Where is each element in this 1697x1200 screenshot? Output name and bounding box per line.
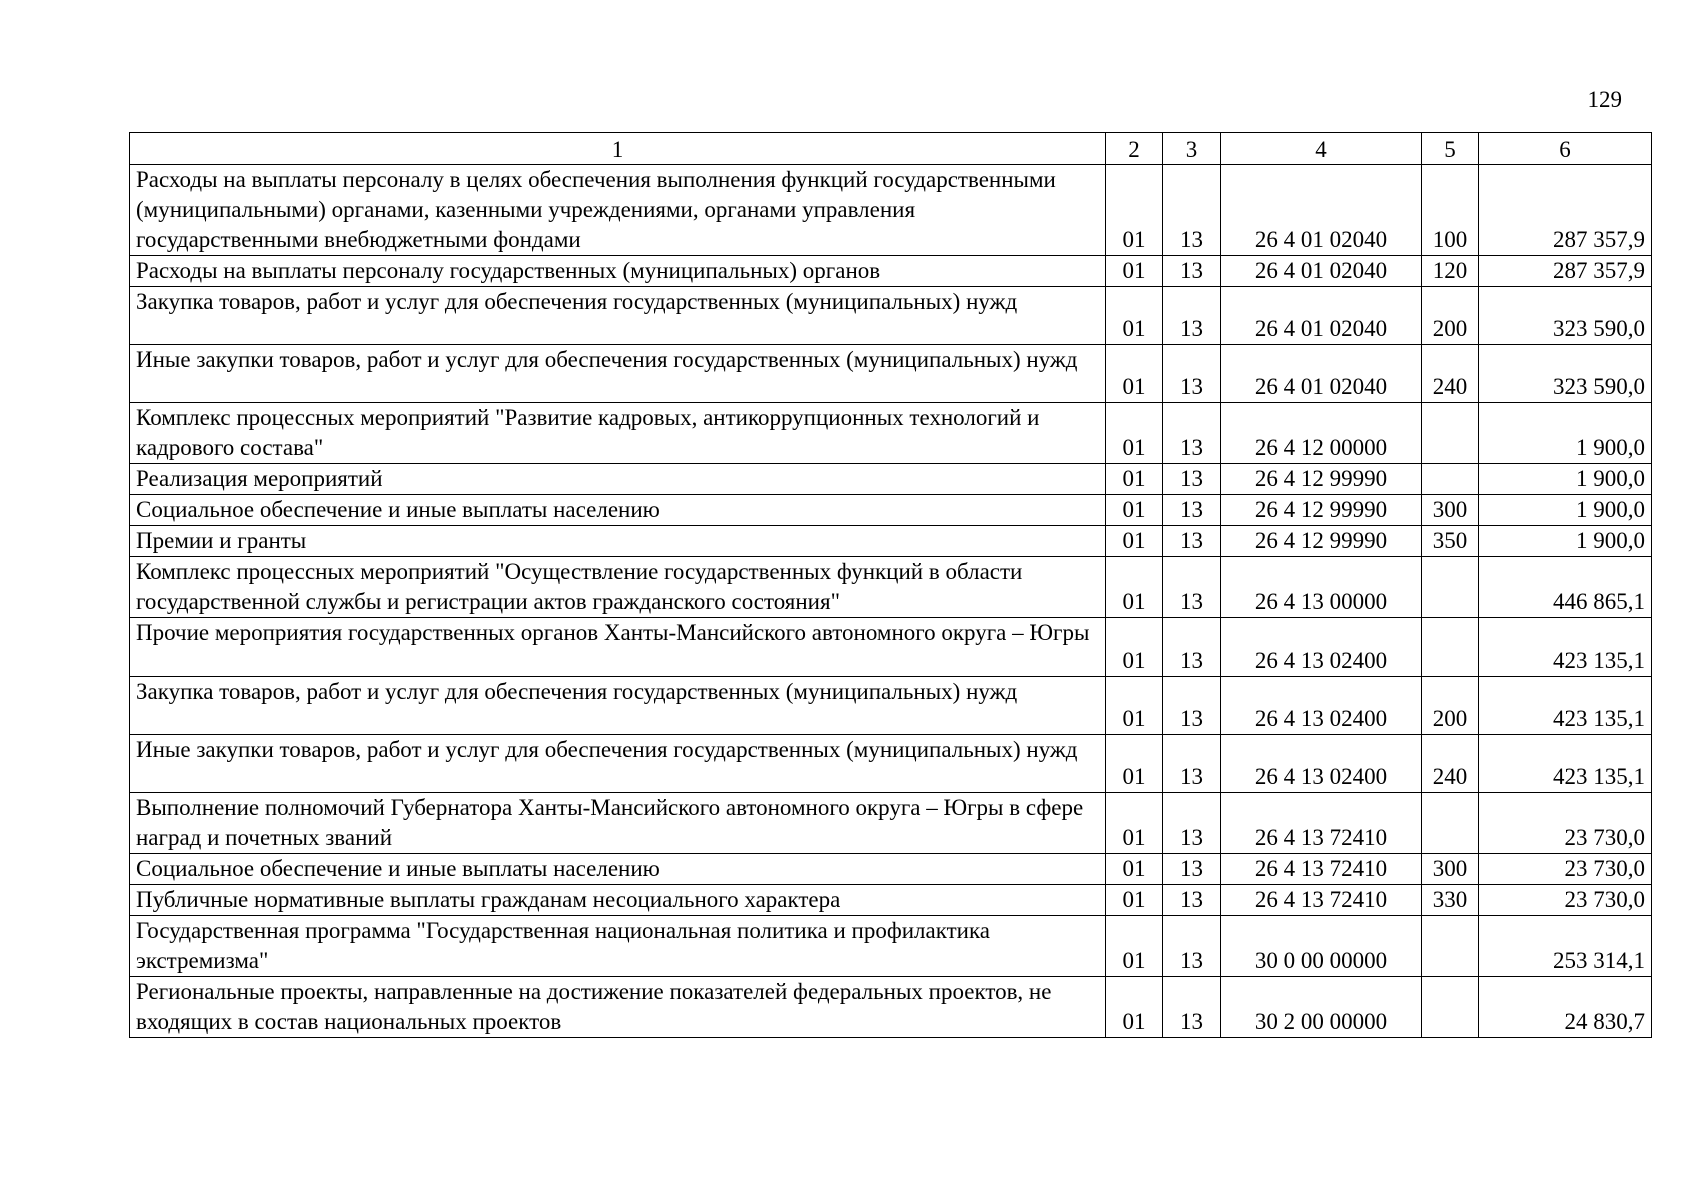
- table-row: [130, 915, 1652, 976]
- row-amount-cell: 23 730,0: [1479, 792, 1652, 853]
- row-expense-type-cell: 350: [1422, 526, 1479, 557]
- row-target-article-cell: 26 4 13 72410: [1221, 792, 1422, 853]
- row-amount-cell: 1 900,0: [1479, 403, 1652, 464]
- row-amount-cell: 1 900,0: [1479, 464, 1652, 495]
- row-expense-type-cell: [1422, 557, 1479, 618]
- row-section-cell: 01: [1106, 287, 1163, 345]
- row-name-cell: Комплекс процессных мероприятий "Развитие кадровых, антикоррупционных технологий и кадрового состава": [130, 403, 1106, 464]
- row-target-article-cell: 26 4 01 02040: [1221, 287, 1422, 345]
- row-name-cell: Комплекс процессных мероприятий "Осуществление государственных функций в области государственной службы и регистрации актов гражданского состояния": [130, 557, 1106, 618]
- row-target-article-cell: 30 2 00 00000: [1221, 976, 1422, 1037]
- table-row: [130, 165, 1652, 256]
- row-amount-cell: 1 900,0: [1479, 526, 1652, 557]
- row-subsection-cell: 13: [1163, 495, 1221, 526]
- row-subsection-cell: 13: [1163, 464, 1221, 495]
- row-expense-type-cell: [1422, 915, 1479, 976]
- row-amount-cell: 446 865,1: [1479, 557, 1652, 618]
- row-subsection-cell: 13: [1163, 403, 1221, 464]
- table-row: [130, 734, 1652, 792]
- row-amount-cell: 287 357,9: [1479, 165, 1652, 256]
- table-header: [130, 133, 1652, 165]
- row-subsection-cell: 13: [1163, 287, 1221, 345]
- row-name-cell: Расходы на выплаты персоналу государственных (муниципальных) органов: [130, 256, 1106, 287]
- row-amount-cell: 253 314,1: [1479, 915, 1652, 976]
- row-subsection-cell: 13: [1163, 853, 1221, 884]
- table-row: [130, 884, 1652, 915]
- row-subsection-cell: 13: [1163, 676, 1221, 734]
- row-section-cell: 01: [1106, 464, 1163, 495]
- row-name-cell: Иные закупки товаров, работ и услуг для обеспечения государственных (муниципальных) нужд: [130, 345, 1106, 403]
- row-amount-cell: 323 590,0: [1479, 287, 1652, 345]
- row-target-article-cell: 26 4 13 72410: [1221, 853, 1422, 884]
- row-name-cell: Прочие мероприятия государственных органов Ханты-Мансийского автономного округа – Югры: [130, 618, 1106, 676]
- row-name-cell: Иные закупки товаров, работ и услуг для обеспечения государственных (муниципальных) нужд: [130, 734, 1106, 792]
- row-subsection-cell: 13: [1163, 884, 1221, 915]
- table-row: [130, 976, 1652, 1037]
- row-name-cell: Закупка товаров, работ и услуг для обеспечения государственных (муниципальных) нужд: [130, 676, 1106, 734]
- row-section-cell: 01: [1106, 853, 1163, 884]
- row-section-cell: 01: [1106, 915, 1163, 976]
- row-section-cell: 01: [1106, 557, 1163, 618]
- row-expense-type-cell: [1422, 976, 1479, 1037]
- row-section-cell: 01: [1106, 403, 1163, 464]
- row-target-article-cell: 26 4 13 00000: [1221, 557, 1422, 618]
- row-target-article-cell: 26 4 01 02040: [1221, 165, 1422, 256]
- row-subsection-cell: 13: [1163, 345, 1221, 403]
- row-amount-cell: 1 900,0: [1479, 495, 1652, 526]
- row-expense-type-cell: 300: [1422, 495, 1479, 526]
- row-target-article-cell: 26 4 01 02040: [1221, 345, 1422, 403]
- row-target-article-cell: 26 4 13 72410: [1221, 884, 1422, 915]
- table-row: [130, 464, 1652, 495]
- table-row: [130, 403, 1652, 464]
- table-row: [130, 618, 1652, 676]
- row-amount-cell: 24 830,7: [1479, 976, 1652, 1037]
- row-subsection-cell: 13: [1163, 526, 1221, 557]
- header-cell-section: 2: [1106, 133, 1163, 165]
- row-target-article-cell: 30 0 00 00000: [1221, 915, 1422, 976]
- row-section-cell: 01: [1106, 792, 1163, 853]
- row-expense-type-cell: 300: [1422, 853, 1479, 884]
- row-name-cell: Премии и гранты: [130, 526, 1106, 557]
- header-cell-name: 1: [130, 133, 1106, 165]
- row-amount-cell: 23 730,0: [1479, 884, 1652, 915]
- row-expense-type-cell: [1422, 618, 1479, 676]
- row-target-article-cell: 26 4 13 02400: [1221, 734, 1422, 792]
- row-name-cell: Государственная программа "Государственная национальная политика и профилактика экстремизма": [130, 915, 1106, 976]
- row-expense-type-cell: 120: [1422, 256, 1479, 287]
- row-target-article-cell: 26 4 13 02400: [1221, 618, 1422, 676]
- row-name-cell: Публичные нормативные выплаты гражданам несоциального характера: [130, 884, 1106, 915]
- table-row: [130, 853, 1652, 884]
- row-subsection-cell: 13: [1163, 792, 1221, 853]
- row-section-cell: 01: [1106, 165, 1163, 256]
- row-name-cell: Закупка товаров, работ и услуг для обеспечения государственных (муниципальных) нужд: [130, 287, 1106, 345]
- row-target-article-cell: 26 4 12 00000: [1221, 403, 1422, 464]
- table-row: [130, 256, 1652, 287]
- table-row: [130, 526, 1652, 557]
- row-subsection-cell: 13: [1163, 618, 1221, 676]
- row-expense-type-cell: [1422, 464, 1479, 495]
- row-section-cell: 01: [1106, 345, 1163, 403]
- row-target-article-cell: 26 4 12 99990: [1221, 464, 1422, 495]
- row-name-cell: Социальное обеспечение и иные выплаты населению: [130, 495, 1106, 526]
- budget-table: [129, 132, 1652, 1038]
- row-amount-cell: 323 590,0: [1479, 345, 1652, 403]
- row-name-cell: Реализация мероприятий: [130, 464, 1106, 495]
- row-section-cell: 01: [1106, 618, 1163, 676]
- row-expense-type-cell: [1422, 792, 1479, 853]
- row-target-article-cell: 26 4 01 02040: [1221, 256, 1422, 287]
- table-row: [130, 792, 1652, 853]
- row-subsection-cell: 13: [1163, 557, 1221, 618]
- row-section-cell: 01: [1106, 676, 1163, 734]
- header-cell-amount: 6: [1479, 133, 1652, 165]
- row-expense-type-cell: 100: [1422, 165, 1479, 256]
- row-target-article-cell: 26 4 12 99990: [1221, 495, 1422, 526]
- row-expense-type-cell: 240: [1422, 345, 1479, 403]
- row-subsection-cell: 13: [1163, 256, 1221, 287]
- row-expense-type-cell: 200: [1422, 676, 1479, 734]
- row-section-cell: 01: [1106, 884, 1163, 915]
- row-amount-cell: 423 135,1: [1479, 618, 1652, 676]
- row-section-cell: 01: [1106, 976, 1163, 1037]
- header-cell-expense-type: 5: [1422, 133, 1479, 165]
- table-row: [130, 676, 1652, 734]
- row-section-cell: 01: [1106, 256, 1163, 287]
- header-cell-subsection: 3: [1163, 133, 1221, 165]
- row-expense-type-cell: 200: [1422, 287, 1479, 345]
- table-row: [130, 287, 1652, 345]
- row-expense-type-cell: 330: [1422, 884, 1479, 915]
- table-row: [130, 495, 1652, 526]
- row-amount-cell: 423 135,1: [1479, 676, 1652, 734]
- table-row: [130, 345, 1652, 403]
- header-cell-target-article: 4: [1221, 133, 1422, 165]
- row-expense-type-cell: [1422, 403, 1479, 464]
- row-amount-cell: 23 730,0: [1479, 853, 1652, 884]
- row-target-article-cell: 26 4 12 99990: [1221, 526, 1422, 557]
- row-expense-type-cell: 240: [1422, 734, 1479, 792]
- row-target-article-cell: 26 4 13 02400: [1221, 676, 1422, 734]
- row-subsection-cell: 13: [1163, 734, 1221, 792]
- row-name-cell: Расходы на выплаты персоналу в целях обеспечения выполнения функций государственными (муниципальными) органами, казенными учреждениями, органами управления государственными внебюджетными фондами: [130, 165, 1106, 256]
- header-row: [130, 133, 1652, 165]
- table-body: [130, 165, 1652, 1038]
- page-number: 129: [1587, 87, 1622, 112]
- row-section-cell: 01: [1106, 526, 1163, 557]
- row-amount-cell: 287 357,9: [1479, 256, 1652, 287]
- row-subsection-cell: 13: [1163, 976, 1221, 1037]
- row-amount-cell: 423 135,1: [1479, 734, 1652, 792]
- row-name-cell: Выполнение полномочий Губернатора Ханты-Мансийского автономного округа – Югры в сфере наград и почетных званий: [130, 792, 1106, 853]
- row-subsection-cell: 13: [1163, 915, 1221, 976]
- row-section-cell: 01: [1106, 734, 1163, 792]
- row-name-cell: Региональные проекты, направленные на достижение показателей федеральных проектов, не входящих в состав национальных проектов: [130, 976, 1106, 1037]
- row-name-cell: Социальное обеспечение и иные выплаты населению: [130, 853, 1106, 884]
- row-subsection-cell: 13: [1163, 165, 1221, 256]
- table-row: [130, 557, 1652, 618]
- row-section-cell: 01: [1106, 495, 1163, 526]
